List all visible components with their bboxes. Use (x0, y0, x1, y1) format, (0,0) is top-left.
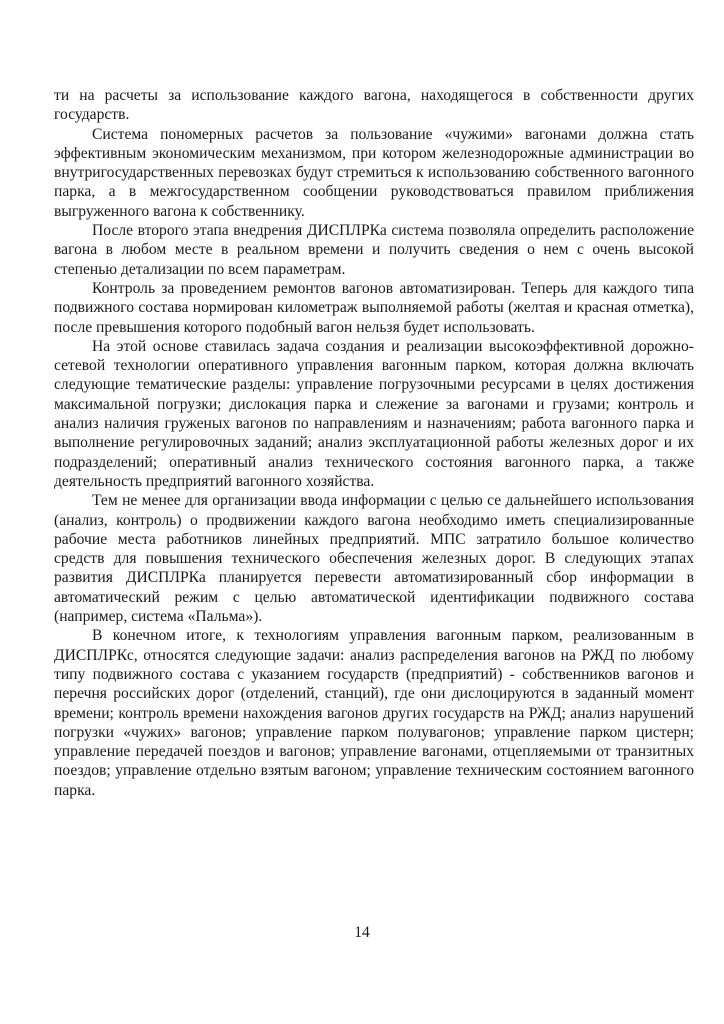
paragraph-5: На этой основе ставилась задача создания и реализации высокоэффективной дорожно-сетевой технологии оперативного управления вагонным парком, которая должна включать следующие тематические разделы: управление погрузочными ресурсами в целях достижения максимальной погрузки; дислокация парка и слежение за вагонами и грузами; контроль и анализ наличия груженых вагонов по направлениям и назначениям; работа вагонного парка и выполнение регулировочных заданий; анализ эксплуатационной работы железных дорог и их подразделений; оперативный анализ технического состояния вагонного парка, а также деятельность предприятий вагонного хозяйства. (54, 337, 694, 490)
paragraph-6: Тем не менее для организации ввода информации с целью се дальнейшего использования (анализ, контроль) о продвижении каждого вагона необходимо иметь специализированные рабочие места работников линейных предприятий. МПС затратило большое количество средств для повышения технического обеспечения железных дорог. В следующих этапах развития ДИСПЛРКа планируется перевести автоматизированный сбор информации в автоматический режим с целью автоматической идентификации подвижного состава (например, система «Пальма»). (54, 492, 694, 626)
paragraph-7: В конечном итоге, к технологиям управления вагонным парком, реализованным в ДИСПЛРКс, относятся следующие задачи: анализ распределения вагонов на РЖД по любому типу подвижного состава с указанием государств (предприятий) - собственников вагонов и перечня российских дорог (отделений, станций), где они дислоцируются в заданный момент времени; контроль времени нахождения вагонов других государств на РЖД; анализ нарушений погрузки «чужих» вагонов; управление парком полувагонов; управление парком цистерн; управление передачей поездов и вагонов; управление вагонами, отцепляемыми от транзитных поездов; управление отдельно взятым вагоном; управление техническим состоянием вагонного парка. (54, 627, 694, 799)
paragraph-1: ти на расчеты за использование каждого вагона, находящегося в собственности других государств. (54, 87, 694, 124)
paragraph-4: Контроль за проведением ремонтов вагонов автоматизирован. Теперь для каждого типа подвижного состава нормирован километраж выполняемой работы (желтая и красная отметка), после превышения которого подобный вагон нельзя будет использовать. (54, 279, 694, 336)
paragraph-3: После второго этапа внедрения ДИСПЛРКа система позволяла определить расположение вагона в любом месте в реальном времени и получить сведения о нем с очень высокой степенью детализации по всем параметрам. (54, 222, 694, 278)
page-number: 14 (354, 924, 370, 941)
paragraph-2: Система пономерных расчетов за пользование «чужими» вагонами должна стать эффективным экономическим механизмом, при котором железнодорожные администрации во внутригосударственных перевозках будут стремиться к использованию собственного вагонного парка, а в межгосударственном сообщении руководствоваться правилом приближения выгруженного вагона к собственнику. (54, 125, 694, 220)
document-body (54, 86, 694, 800)
